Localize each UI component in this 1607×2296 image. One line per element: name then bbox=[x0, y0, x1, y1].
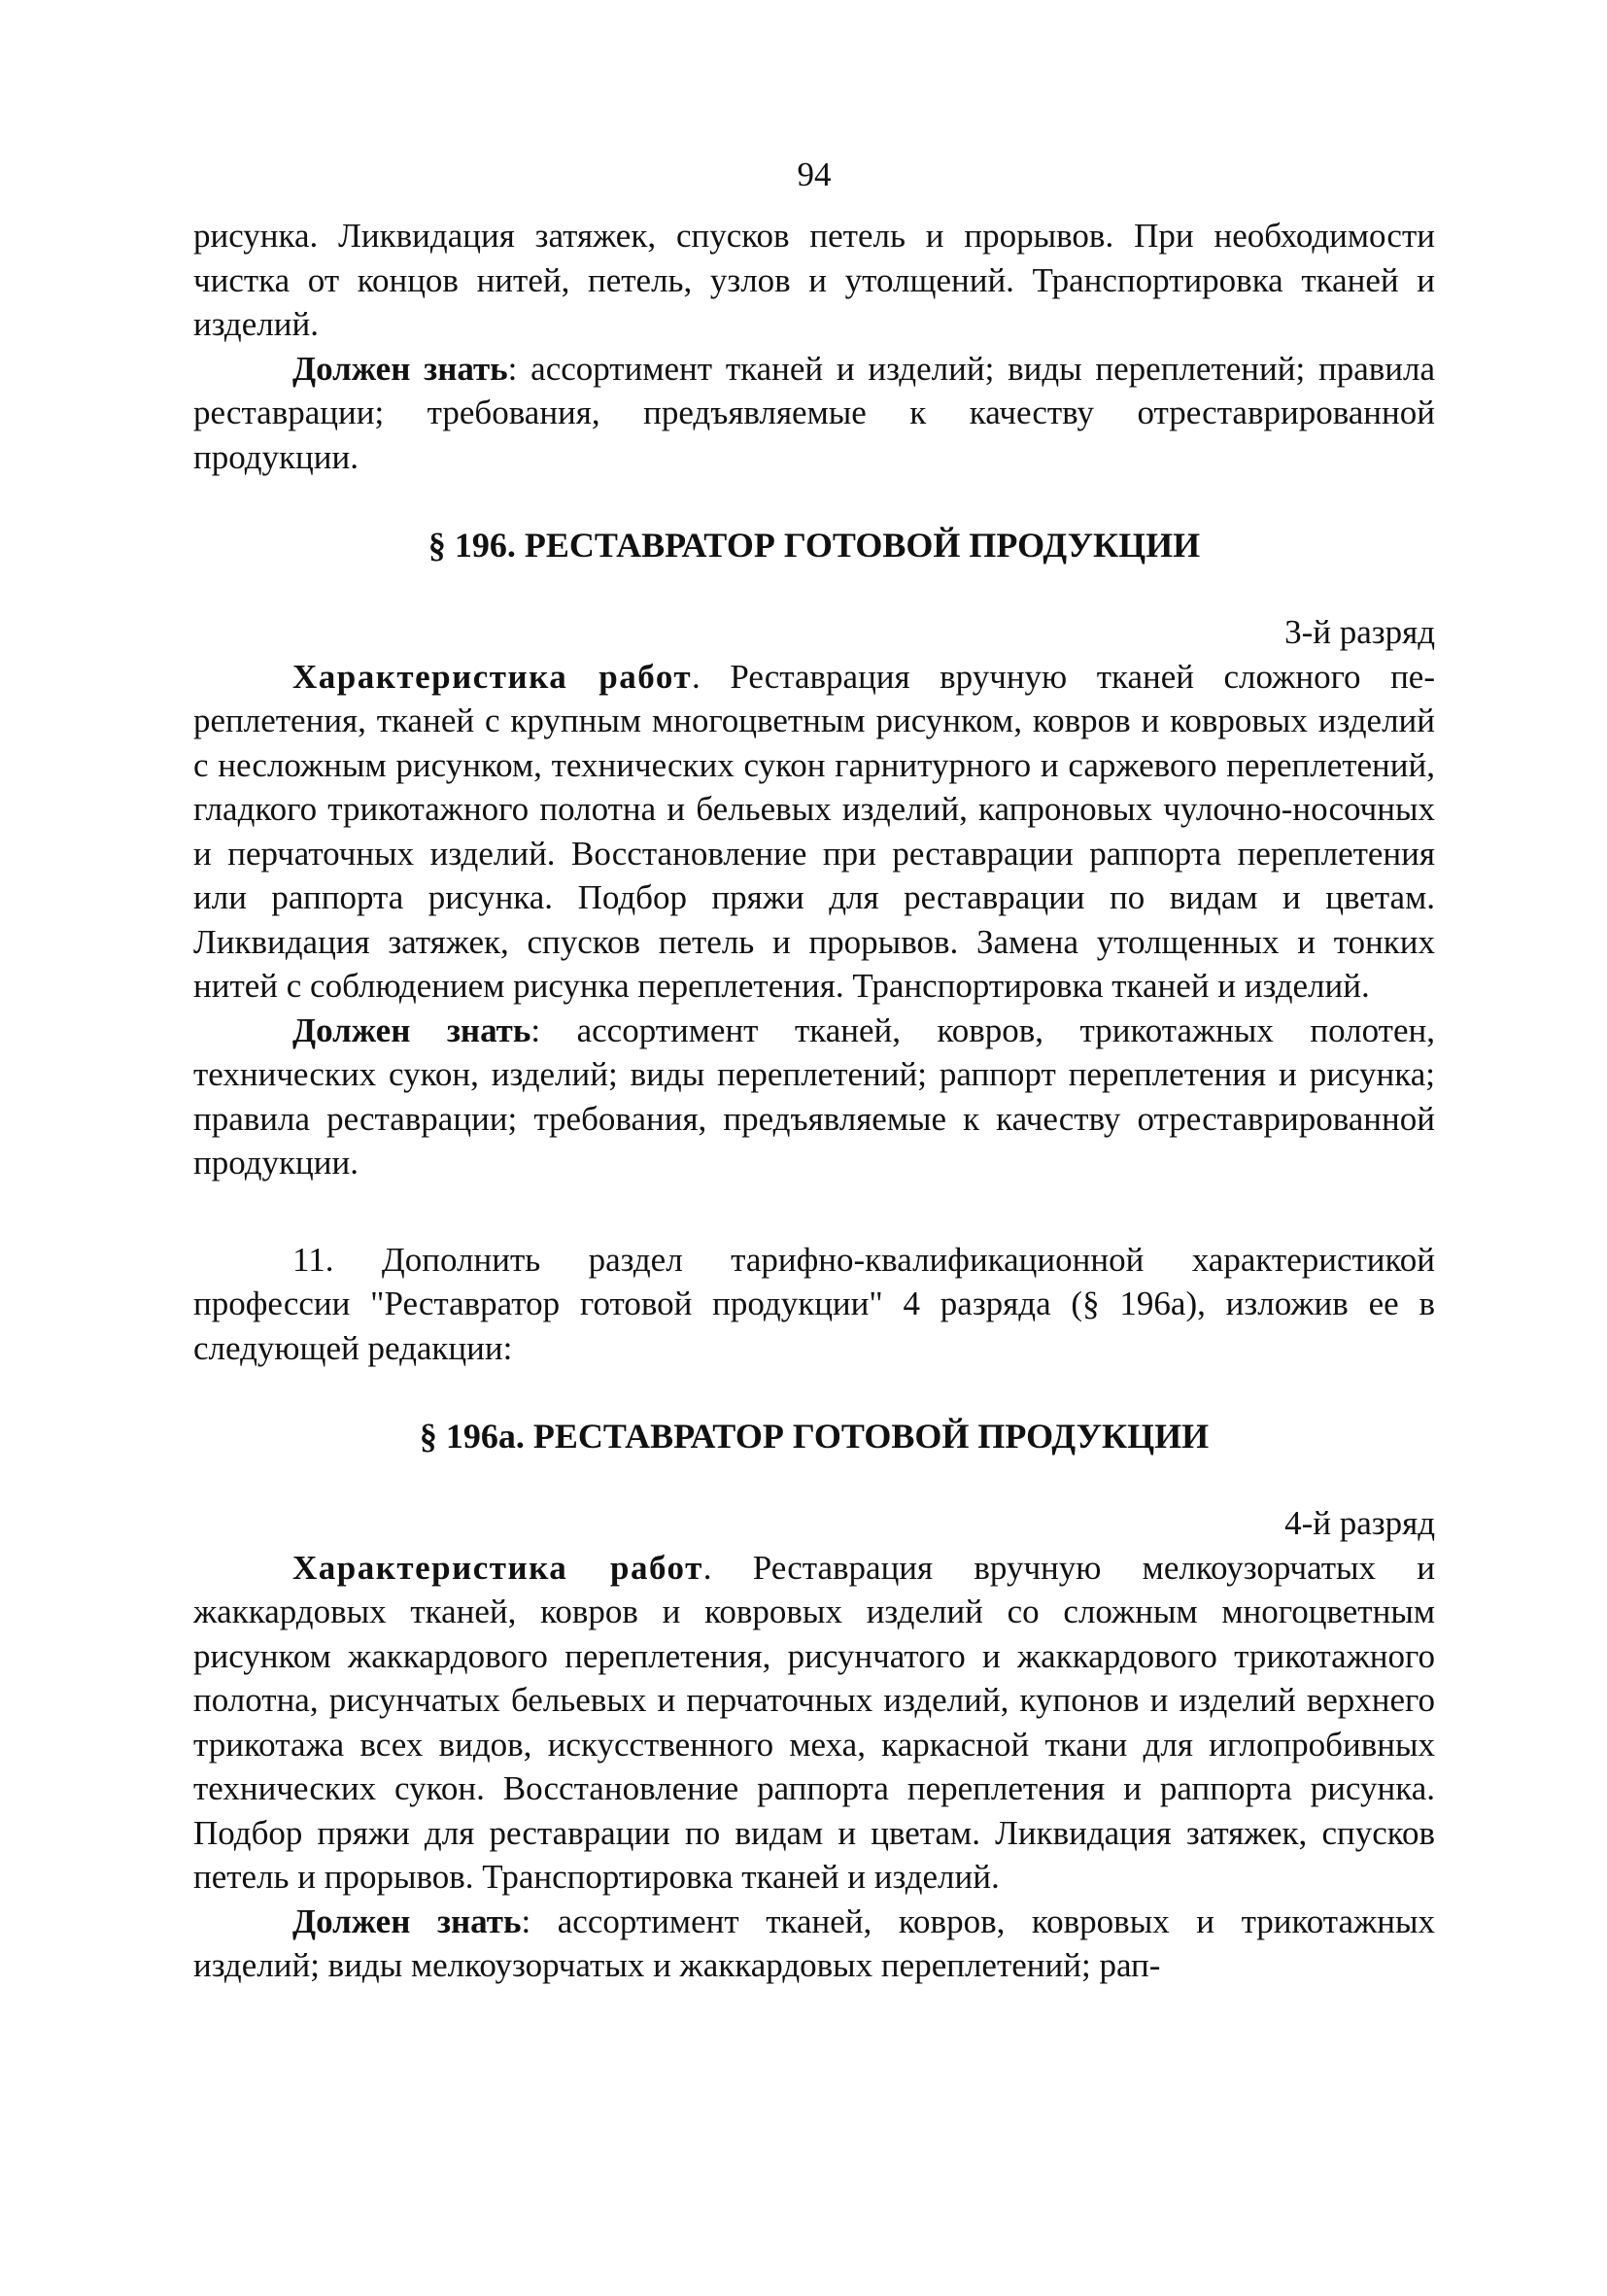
intro-must-know-label: Должен знать bbox=[292, 349, 508, 388]
page-number: 94 bbox=[797, 155, 832, 193]
section-196a-grade: 4-й разряд bbox=[1284, 1504, 1435, 1542]
section-196-work-paragraph bbox=[193, 655, 1435, 1009]
section-196a-work-label: Характеристика работ bbox=[292, 1548, 703, 1587]
section-196-must-know-paragraph bbox=[193, 1009, 1435, 1185]
section-196-must-know-label: Должен знать bbox=[292, 1011, 531, 1049]
section-196-heading: § 196. РЕСТАВРАТОР ГОТОВОЙ ПРОДУКЦИИ bbox=[427, 526, 1201, 565]
paragraph-spacer bbox=[193, 1185, 1435, 1238]
section-196a-heading: § 196а. РЕСТАВРАТОР ГОТОВОЙ ПРОДУКЦИИ bbox=[419, 1417, 1210, 1456]
section-196-must-know-text: : ассортимент тканей, ковров, трикотажных полотен, технических сукон, изделий; виды переплетений; раппорт переплетения и рисунка; правила реставрации; требования, предъявляемые к качеству отреставрированной продукции. bbox=[193, 1011, 1435, 1182]
page-content bbox=[193, 155, 1435, 1988]
section-196-work-label: Характеристика работ bbox=[292, 657, 693, 696]
section-196-grade: 3-й разряд bbox=[1284, 613, 1435, 651]
intro-paragraph: рисунка. Ликвидация затяжек, спусков петель и прорывов. При необходимости чистка от концов нитей, петель, узлов и утолщений. Транспортировка тканей и изделий. bbox=[193, 217, 1435, 343]
intro-must-know-paragraph bbox=[193, 347, 1435, 480]
section-196a-work-paragraph bbox=[193, 1546, 1435, 1900]
item-11-paragraph: 11. Дополнить раздел тарифно-квалификационной характеристикой профессии "Реставратор готовой продукции" 4 разряда (§ 196а), изложив ее в следующей редакции: bbox=[193, 1240, 1435, 1367]
section-196a-must-know-text: : ассортимент тканей, ковров, ковровых и трикотажных изделий; виды мелкоузорчатых и жаккардовых переплетений; рап- bbox=[193, 1902, 1435, 1984]
section-196-work-text: . Реставрация вручную тканей сложного переплетения, тканей с крупным многоцветным рисунком, ковров и ковровых изделий с несложным рисунком, технических сукон гарнитурного и саржевого переплетений, гладкого трикотажного полотна и бельевых изделий, капроновых чулочно-носочных и перчаточных изделий. Восстановление при реставрации раппорта переплетения или раппорта рисунка. Подбор пряжи для реставрации по видам и цветам. Ликвидация затяжек, спусков петель и прорывов. Замена утолщенных и тонких нитей с соблюдением рисунка переплетения. Транспортировка тканей и изделий. bbox=[193, 657, 1435, 1005]
intro-must-know-text: : ассортимент тканей и изделий; виды переплетений; правила реставрации; требования, предъявляемые к качеству отреставрированной продукции. bbox=[193, 349, 1435, 476]
section-196a-must-know-label: Должен знать bbox=[292, 1902, 522, 1940]
section-196a-must-know-paragraph bbox=[193, 1900, 1435, 1988]
section-196a-work-text: . Реставрация вручную мелкоузорчатых и жаккардовых тканей, ковров и ковровых изделий со сложным многоцветным рисунком жаккардового переплетения, рисунчатого и жаккардового трикотажного полотна, рисунчатых бельевых и перчаточных изделий, купонов и изделий верхнего трикотажа всех видов, искусственного меха, каркасной ткани для иглопробивных технических сукон. Восстановление раппорта переплетения и раппорта рисунка. Подбор пряжи для реставрации по видам и цветам. Ликвидация затяжек, спусков петель и прорывов. Транспортировка тканей и изделий. bbox=[193, 1548, 1436, 1896]
